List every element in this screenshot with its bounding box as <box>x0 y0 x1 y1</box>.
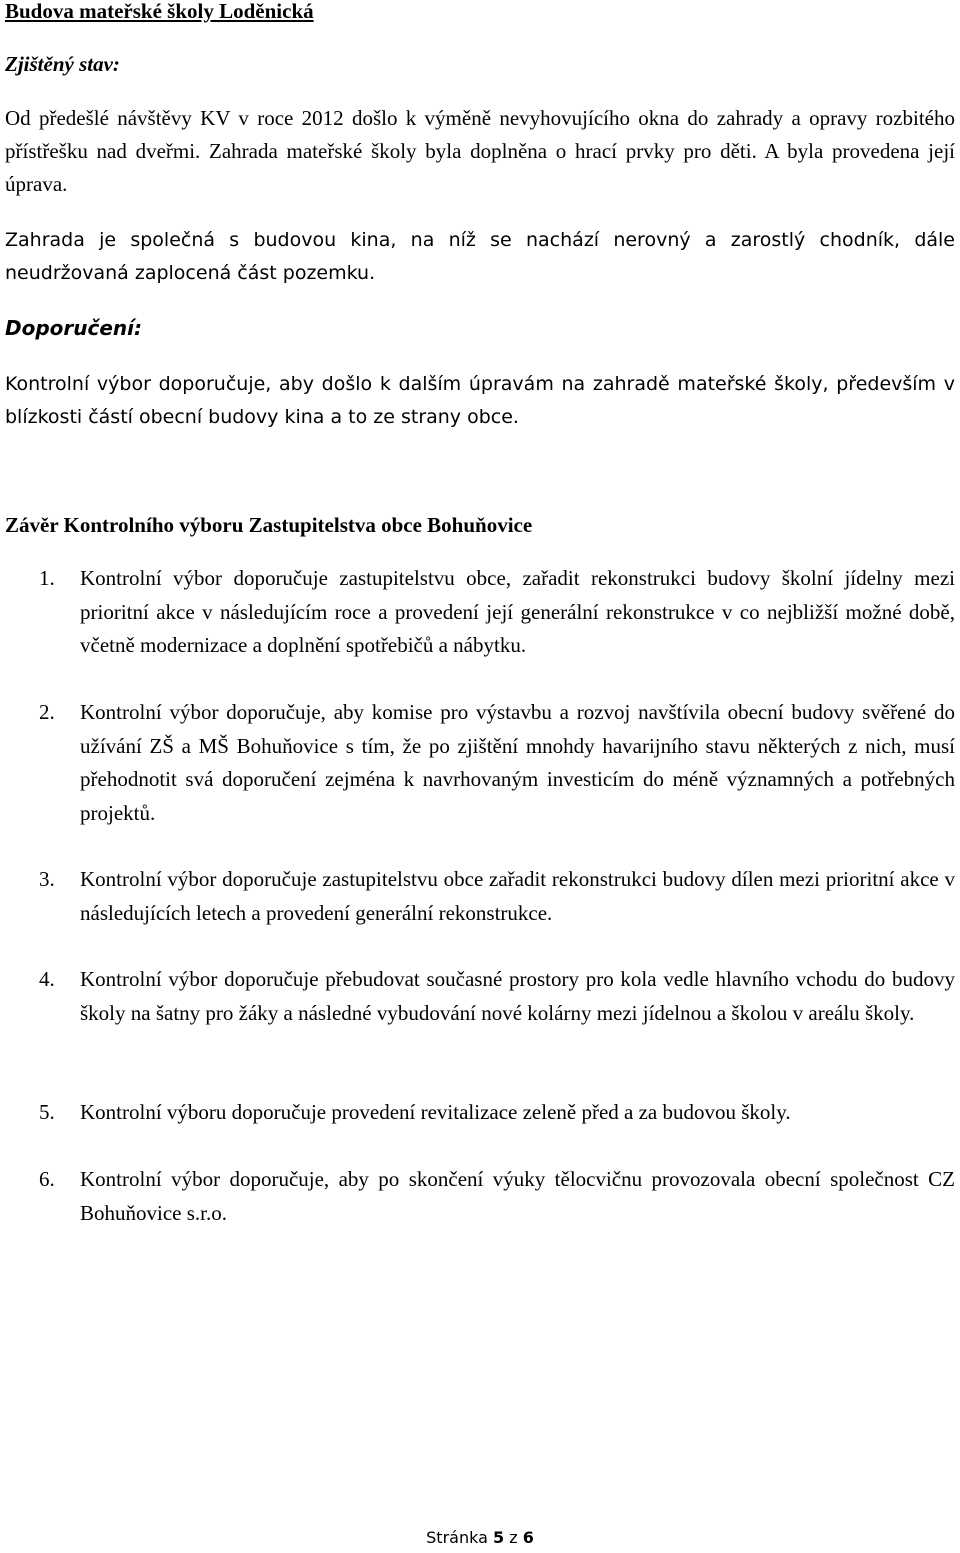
list-item-number: 5. <box>39 1100 55 1124</box>
list-item-number: 3. <box>39 867 55 891</box>
list-item-text: Kontrolní výbor doporučuje přebudovat současné prostory pro kola vedle hlavního vchodu do budovy školy na šatny pro žáky a následné vybudování nové kolárny mezi jídelnou a školou v areálu školy. <box>80 967 955 1025</box>
footer-of-word: z <box>509 1528 518 1547</box>
footer-total-pages: 6 <box>522 1528 534 1547</box>
list-item-text: Kontrolní výboru doporučuje provedení revitalizace zeleně před a za budovou školy. <box>80 1100 791 1124</box>
list-item-text: Kontrolní výbor doporučuje, aby komise pro výstavbu a rozvoj navštívila obecní budovy svěřené do užívání ZŠ a MŠ Bohuňovice s tím, že po zjištění mnohdy havarijního stavu některých z nich, musí přehodnotit svá doporučení zejména k navrhovaným investicím do méně významných a potřebných projektů. <box>80 700 955 825</box>
list-item-text: Kontrolní výbor doporučuje zastupitelstvu obce, zařadit rekonstrukci budovy školní jídelny mezi prioritní akce v následujícím roce a provedení její generální rekonstrukce v co nejbližší možné době, včetně modernizace a doplnění spotřebičů a nábytku. <box>80 566 955 657</box>
recommendation-label: Doporučení: <box>5 316 143 340</box>
footer-current-page: 5 <box>492 1528 505 1547</box>
document-title: Budova mateřské školy Loděnická <box>5 0 314 23</box>
list-item-number: 1. <box>39 566 55 590</box>
state-paragraph-1: Od předešlé návštěvy KV v roce 2012 došlo k výměně nevyhovujícího okna do zahrady a opravy rozbitého přístřešku nad dveřmi. Zahrada mateřské školy byla doplněna o hrací prvky pro děti. A byla provedena její úprava. <box>5 106 955 196</box>
conclusion-heading: Závěr Kontrolního výboru Zastupitelstva obce Bohuňovice <box>5 513 533 537</box>
list-item-number: 4. <box>39 967 55 991</box>
list-item-text: Kontrolní výbor doporučuje zastupitelstvu obce zařadit rekonstrukci budovy dílen mezi prioritní akce v následujících letech a provedení generální rekonstrukce. <box>80 867 955 925</box>
state-paragraph-2: Zahrada je společná s budovou kina, na níž se nachází nerovný a zarostlý chodník, dále neudržovaná zaplocená část pozemku. <box>5 229 955 284</box>
list-item-text: Kontrolní výbor doporučuje, aby po skončení výuky tělocvičnu provozovala obecní společnost CZ Bohuňovice s.r.o. <box>80 1167 955 1225</box>
list-item-number: 2. <box>39 700 55 724</box>
page-footer <box>0 1528 960 1548</box>
recommendation-paragraph: Kontrolní výbor doporučuje, aby došlo k dalším úpravám na zahradě mateřské školy, především v blízkosti částí obecní budovy kina a to ze strany obce. <box>5 373 955 428</box>
footer-page-word: Stránka <box>426 1528 488 1547</box>
state-label: Zjištěný stav: <box>5 52 120 76</box>
list-item-number: 6. <box>39 1167 55 1191</box>
